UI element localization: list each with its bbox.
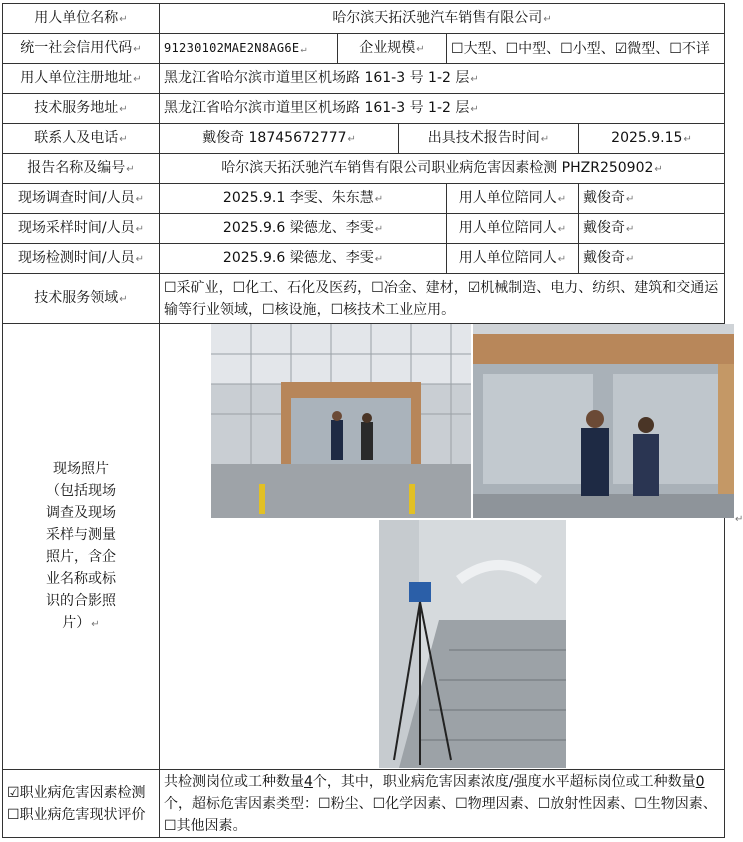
photo-storefront-wide (211, 324, 471, 518)
evaluation-checkbox-icon[interactable]: ☐ (7, 806, 20, 823)
hazard-factor-option-label: 放射性因素 (550, 795, 621, 812)
hazard-factor-separator: 、 (620, 795, 635, 812)
scale-option-label: 微型 (627, 40, 656, 57)
scale-options (447, 34, 725, 64)
hazard-factor-option-label: 粉尘 (330, 795, 359, 812)
reg-address-label: 用人单位注册地址↵ (3, 64, 160, 94)
summary-exceed-count: 0 (695, 773, 705, 790)
credit-code-value: 91230102MAE2N8AG6E↵ (160, 34, 338, 64)
scale-checkbox-icon[interactable]: ☐ (560, 40, 573, 57)
scale-separator: 、 (655, 40, 670, 57)
sampling-value: 2025.9.6 梁德龙、李雯↵ (160, 214, 447, 244)
survey-companion-value: 戴俊奇↵ (579, 184, 725, 214)
row-reg-address (3, 64, 725, 94)
row-employer-name (3, 4, 725, 34)
service-field-checkbox-icon[interactable]: ☑ (467, 279, 481, 296)
service-field-checkbox-icon[interactable]: ☐ (232, 279, 246, 296)
testing-companion-value: 戴俊奇↵ (579, 244, 725, 274)
hazard-factor-separator: 、 (358, 795, 373, 812)
service-field-separator: ， (316, 301, 331, 318)
hazard-factor-separator: 、 (702, 795, 717, 812)
hazard-factor-option-label: 化学因素 (385, 795, 442, 812)
photos-label: 现场照片（包括现场调查及现场采样与测量照片，含企业名称或标识的合影照片）↵ (3, 324, 160, 770)
service-field-option-label: 化工、石化及医药 (245, 279, 358, 296)
service-address-label: 技术服务地址↵ (3, 94, 160, 124)
report-name-label: 报告名称及编号↵ (3, 154, 160, 184)
service-field-separator: ， (248, 301, 262, 318)
service-field-option-label: 采矿业 (176, 279, 219, 296)
row-credit-code (3, 34, 725, 64)
row-contact (3, 124, 725, 154)
scale-label: 企业规模↵ (338, 34, 447, 64)
hazard-factor-option-label: 生物因素 (646, 795, 703, 812)
summary-total-count: 4 (304, 773, 313, 790)
hazard-factor-separator: 、 (441, 795, 456, 812)
service-field-separator: ， (218, 279, 233, 296)
scale-option-label: 中型 (518, 40, 547, 57)
service-field-separator: 。 (441, 301, 456, 318)
contact-value: 戴俊奇 18745672777↵ (160, 124, 399, 154)
photos-area: ↵ (160, 324, 725, 770)
service-field-option-label: 冶金、建材 (383, 279, 454, 296)
service-field-option-label: 核技术工业应用 (343, 301, 442, 318)
evaluation-option-label: 职业病危害现状评价 (19, 806, 146, 823)
hazard-factor-checkbox-icon[interactable]: ☐ (372, 795, 386, 812)
scale-checkbox-icon[interactable]: ☐ (451, 40, 464, 57)
photo-sampling-equipment (379, 520, 566, 768)
scale-separator: 、 (491, 40, 506, 57)
service-field-option-label: 机械制造、电力、纺织、建筑和交通运输等行业领域 (164, 279, 719, 318)
credit-code-label: 统一社会信用代码↵ (3, 34, 160, 64)
employer-name-label: 用人单位名称↵ (3, 4, 160, 34)
row-service-address (3, 94, 725, 124)
scale-separator: 、 (546, 40, 561, 57)
summary-mid: 个，其中，职业病危害因素浓度/强度水平超标岗位或工种数量 (312, 773, 696, 790)
row-service-field (3, 274, 725, 324)
service-address-value: 黑龙江省哈尔滨市道里区机场路 161-3 号 1-2 层↵ (160, 94, 725, 124)
row-testing (3, 244, 725, 274)
evaluation-summary (160, 770, 725, 838)
row-evaluation (3, 770, 725, 838)
summary-prefix: 共检测岗位或工种数量 (164, 773, 304, 790)
service-field-checkbox-icon[interactable]: ☐ (371, 279, 384, 296)
service-field-checkbox-icon[interactable]: ☐ (330, 301, 344, 318)
testing-label: 现场检测时间/人员↵ (3, 244, 160, 274)
hazard-factor-separator: 。 (232, 817, 247, 834)
row-survey (3, 184, 725, 214)
hazard-factor-option-label: 物理因素 (467, 795, 524, 812)
row-photos (3, 324, 725, 770)
scale-checkbox-icon[interactable]: ☐ (505, 40, 519, 57)
service-field-separator: ， (453, 279, 468, 296)
evaluation-checkbox-icon[interactable]: ☑ (7, 784, 20, 801)
hazard-factor-separator: 、 (523, 795, 538, 812)
sampling-label: 现场采样时间/人员↵ (3, 214, 160, 244)
reg-address-value: 黑龙江省哈尔滨市道里区机场路 161-3 号 1-2 层↵ (160, 64, 725, 94)
sampling-companion-value: 戴俊奇↵ (579, 214, 725, 244)
testing-companion-label: 用人单位陪同人↵ (447, 244, 579, 274)
scale-option-label: 小型 (572, 40, 601, 57)
info-form-table (2, 3, 743, 838)
scale-option-label: 不详 (681, 40, 710, 57)
service-field-options (160, 274, 725, 324)
survey-label: 现场调查时间/人员↵ (3, 184, 160, 214)
hazard-factor-checkbox-icon[interactable]: ☐ (634, 795, 647, 812)
row-sampling (3, 214, 725, 244)
evaluation-option[interactable] (7, 804, 155, 826)
survey-companion-label: 用人单位陪同人↵ (447, 184, 579, 214)
hazard-factor-checkbox-icon[interactable]: ☐ (164, 817, 177, 834)
service-field-checkbox-icon[interactable]: ☐ (164, 279, 177, 296)
sampling-companion-label: 用人单位陪同人↵ (447, 214, 579, 244)
hazard-factor-checkbox-icon[interactable]: ☐ (318, 795, 331, 812)
evaluation-type-options (3, 770, 160, 838)
testing-value: 2025.9.6 梁德龙、李雯↵ (160, 244, 447, 274)
service-field-label: 技术服务领域↵ (3, 274, 160, 324)
scale-checkbox-icon[interactable]: ☐ (669, 40, 682, 57)
evaluation-option-label: 职业病危害因素检测 (19, 784, 146, 801)
hazard-factor-option-label: 其他因素 (176, 817, 233, 834)
survey-value: 2025.9.1 李雯、朱东慧↵ (160, 184, 447, 214)
scale-separator: 、 (600, 40, 615, 57)
service-field-option-label: 核设施 (274, 301, 317, 318)
report-time-value: 2025.9.15↵ (579, 124, 725, 154)
evaluation-option[interactable] (7, 782, 155, 804)
summary-suffix: 个，超标危害因素类型： (164, 795, 318, 812)
hazard-factor-checkbox-icon[interactable]: ☐ (537, 795, 551, 812)
contact-label: 联系人及电话↵ (3, 124, 160, 154)
photo-storefront-group (473, 324, 734, 518)
service-field-separator: ， (357, 279, 372, 296)
report-time-label: 出具技术报告时间↵ (399, 124, 579, 154)
service-field-checkbox-icon[interactable]: ☐ (262, 301, 275, 318)
hazard-factor-checkbox-icon[interactable]: ☐ (455, 795, 468, 812)
row-report-name (3, 154, 725, 184)
scale-option-label: 大型 (463, 40, 492, 57)
scale-checkbox-icon[interactable]: ☑ (614, 40, 628, 57)
report-name-value: 哈尔滨天拓沃驰汽车销售有限公司职业病危害因素检测 PHZR250902↵ (160, 154, 725, 184)
employer-name-value: 哈尔滨天拓沃驰汽车销售有限公司↵ (160, 4, 725, 34)
